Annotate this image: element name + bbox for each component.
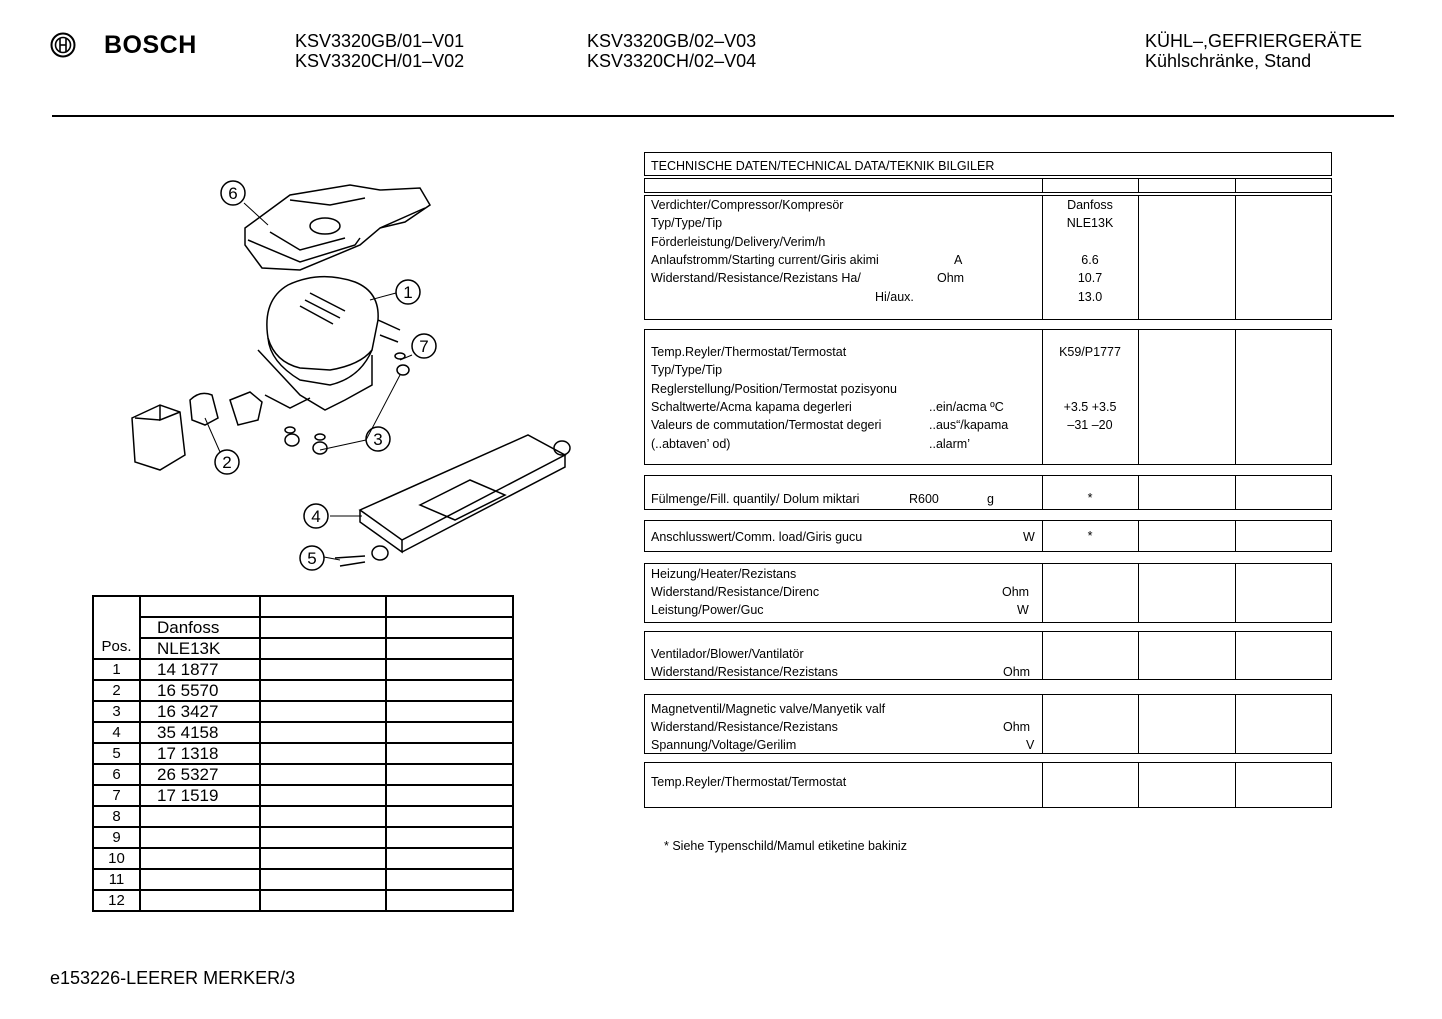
model-list-2	[587, 31, 756, 71]
connected-load-section	[644, 520, 1332, 552]
table-row: 3 16 3427	[93, 701, 513, 722]
defrost-label: (..abtaven’ od)	[651, 437, 731, 451]
parts-table	[92, 595, 514, 912]
table-row: 11	[93, 869, 513, 890]
part-number: 35 4158	[140, 722, 260, 743]
unit-label: W	[1017, 603, 1029, 617]
commutation-label: Valeurs de commutation/Termostat degeri	[651, 418, 882, 432]
relay-part	[132, 392, 262, 470]
doc-id: e153226	[50, 968, 121, 988]
unit-label: ..ein/acma ºC	[929, 400, 1004, 414]
table-row: 6 26 5327	[93, 764, 513, 785]
switch-on-values: +3.5 +3.5	[1063, 400, 1117, 414]
heater-label: Heizung/Heater/Rezistans	[651, 567, 797, 581]
table-row: 4 35 4158	[93, 722, 513, 743]
unit-label: A	[954, 253, 963, 267]
fill-quantity-section	[644, 475, 1332, 510]
resistance-aux-label: Hi/aux.	[875, 290, 914, 304]
heater-section	[644, 563, 1332, 623]
resistance-label: Widerstand/Resistance/Rezistans	[651, 665, 838, 679]
part-number	[140, 827, 260, 848]
part-number: 14 1877	[140, 659, 260, 680]
bosch-logo-icon	[50, 32, 76, 58]
resistance-label: Widerstand/Resistance/Direnc	[651, 585, 820, 599]
callout-4: 4	[311, 507, 321, 526]
table-row: 8	[93, 806, 513, 827]
callout-6: 6	[228, 184, 238, 203]
document-id	[50, 968, 295, 989]
model-list-1	[295, 31, 464, 71]
part-number: 17 1519	[140, 785, 260, 806]
power-label: Leistung/Power/Guc	[651, 603, 764, 617]
tech-header-row	[644, 178, 1332, 193]
category-line: Kühlschränke, Stand	[1145, 51, 1312, 71]
parts-maker-row	[93, 617, 513, 638]
category-line: KÜHL–,GEFRIERGERÄTE	[1145, 31, 1363, 51]
resistance-main: 10.7	[1077, 271, 1103, 285]
unit-label: Ohm	[937, 271, 965, 285]
connected-load-value: *	[1087, 529, 1093, 543]
table-row: 12	[93, 890, 513, 911]
thermostat-label: Temp.Reyler/Thermostat/Termostat	[651, 775, 847, 789]
compressor-maker: Danfoss	[1067, 198, 1113, 212]
part-number: 16 3427	[140, 701, 260, 722]
callout-7: 7	[419, 337, 429, 356]
table-row: 10	[93, 848, 513, 869]
callout-3: 3	[373, 430, 383, 449]
thermostat-model: K59/P1777	[1059, 345, 1121, 359]
base-plate-part	[360, 435, 570, 552]
table-row: 1 14 1877	[93, 659, 513, 680]
parts-header-row	[93, 596, 513, 617]
unit-label: Ohm	[1003, 665, 1031, 679]
pos-label: Pos.	[93, 596, 140, 659]
resistance-label: Widerstand/Resistance/Rezistans	[651, 720, 838, 734]
header-divider	[52, 115, 1394, 117]
model-number: KSV3320CH/01–V02	[295, 51, 465, 71]
model-number: KSV3320GB/01–V01	[295, 31, 465, 51]
starting-current-label: Anlaufstromm/Starting current/Giris akimi	[651, 253, 879, 267]
position-label: Reglerstellung/Position/Termostat pozisyonu	[651, 382, 897, 396]
thermostat-label: Temp.Reyler/Thermostat/Termostat	[651, 345, 847, 359]
tech-title: TECHNISCHE DATEN/TECHNICAL DATA/TEKNIK BILGILER	[651, 159, 995, 173]
table-row: 2 16 5570	[93, 680, 513, 701]
valve-label: Magnetventil/Magnetic valve/Manyetik valf	[651, 702, 886, 716]
fill-quantity-value: *	[1087, 491, 1093, 505]
delivery-label: Förderleistung/Delivery/Verim/h	[651, 235, 826, 249]
type-cell: NLE13K	[140, 638, 260, 659]
screw-parts	[335, 546, 388, 566]
part-number: 26 5327	[140, 764, 260, 785]
callout-1: 1	[403, 283, 413, 302]
unit-label: ..aus“/kapama	[929, 418, 1009, 432]
parts-type-row	[93, 638, 513, 659]
switch-values-label: Schaltwerte/Acma kapama degerleri	[651, 400, 852, 414]
table-row: 9	[93, 827, 513, 848]
cover-tray-part	[245, 185, 430, 270]
magnetic-valve-section	[644, 694, 1332, 754]
unit-label: Ohm	[1002, 585, 1030, 599]
type-label: Typ/Type/Tip	[651, 216, 723, 230]
compressor-part	[258, 277, 400, 410]
type-label: Typ/Type/Tip	[651, 363, 723, 377]
unit-label: W	[1023, 530, 1035, 544]
fill-quantity-label: Fülmenge/Fill. quantily/ Dolum miktari	[651, 492, 860, 506]
compressor-section	[644, 195, 1332, 320]
callout-2: 2	[222, 453, 232, 472]
thermostat-section	[644, 329, 1332, 465]
part-number: 16 5570	[140, 680, 260, 701]
part-number	[140, 890, 260, 911]
voltage-label: Spannung/Voltage/Gerilim	[651, 738, 797, 752]
blower-label: Ventilador/Blower/Vantilatör	[651, 647, 804, 661]
unit-label: ..alarm’	[929, 437, 970, 451]
part-number: 17 1318	[140, 743, 260, 764]
starting-current: 6.6	[1081, 253, 1099, 267]
switch-off-values: –31 –20	[1067, 418, 1113, 432]
doc-note: -LEERER MERKER/3	[120, 968, 296, 988]
unit-label: Ohm	[1003, 720, 1031, 734]
callout-5: 5	[307, 549, 317, 568]
part-number	[140, 806, 260, 827]
resistance-aux: 13.0	[1077, 290, 1103, 304]
tech-title-box	[644, 152, 1332, 176]
table-row: 7 17 1519	[93, 785, 513, 806]
part-number	[140, 848, 260, 869]
blower-section	[644, 631, 1332, 680]
category-heading	[1145, 31, 1362, 71]
compressor-exploded-diagram	[100, 170, 600, 585]
compressor-type: NLE13K	[1066, 216, 1114, 230]
model-number: KSV3320GB/02–V03	[587, 31, 757, 51]
refrigerant-label: R600	[909, 492, 939, 506]
model-number: KSV3320CH/02–V04	[587, 51, 757, 71]
unit-label: g	[987, 492, 994, 506]
maker-cell: Danfoss	[140, 617, 260, 638]
part-number	[140, 869, 260, 890]
thermostat-2-section	[644, 762, 1332, 808]
footnote: * Siehe Typenschild/Mamul etiketine bakiniz	[664, 839, 907, 853]
table-row: 5 17 1318	[93, 743, 513, 764]
unit-label: V	[1026, 738, 1035, 752]
compressor-label: Verdichter/Compressor/Kompresör	[651, 198, 844, 212]
brand-name: BOSCH	[104, 31, 197, 59]
resistance-label: Widerstand/Resistance/Rezistans Ha/	[651, 271, 861, 285]
connected-load-label: Anschlusswert/Comm. load/Giris gucu	[651, 530, 863, 544]
